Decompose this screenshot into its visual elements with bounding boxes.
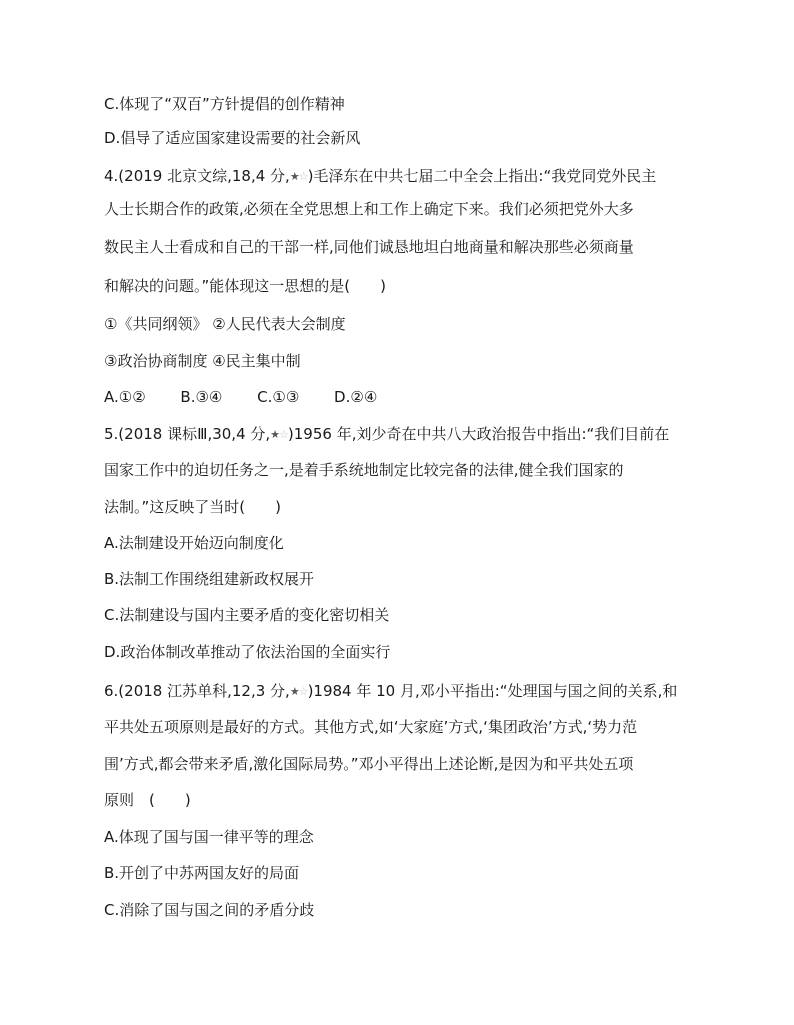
q4-source: 4.(2019 北京文综,18,4 分,	[104, 167, 290, 185]
q6-stem-line-1: 6.(2018 江苏单科,12,3 分,★☆)1984 年 10 月,邓小平指出:“处理国与国之间的关系,和	[104, 682, 678, 700]
difficulty-stars-icon: ★☆	[289, 170, 308, 183]
q6-option-c: C.消除了国与国之间的矛盾分歧	[104, 901, 315, 919]
q4-stem-line-4: 和解决的问题。”能体现这一思想的是( )	[104, 277, 386, 295]
q3-option-d: D.倡导了适应国家建设需要的社会新风	[104, 129, 361, 147]
q5-stem-line-3: 法制。”这反映了当时( )	[104, 498, 281, 516]
q6-stem-line-3: 围’方式,都会带来矛盾,激化国际局势。”邓小平得出上述论断,是因为和平共处五项	[104, 755, 634, 773]
difficulty-stars-icon: ★☆	[289, 685, 308, 698]
q5-option-d: D.政治体制改革推动了依法治国的全面实行	[104, 643, 391, 661]
q5-option-a: A.法制建设开始迈向制度化	[104, 534, 284, 552]
q4-stem-line-3: 数民主人士看成和自己的干部一样,同他们诚恳地坦白地商量和解决那些必须商量	[104, 238, 634, 256]
q5-option-c: C.法制建设与国内主要矛盾的变化密切相关	[104, 606, 390, 624]
difficulty-stars-icon: ★☆	[270, 428, 288, 441]
q4-choices: A.①② B.③④ C.①③ D.②④	[104, 388, 378, 406]
q4-stem-line-2: 人士长期合作的政策,必须在全党思想上和工作上确定下来。我们必须把党外大多	[104, 200, 634, 218]
q5-option-b: B.法制工作围绕组建新政权展开	[104, 570, 315, 588]
q6-option-b: B.开创了中苏两国友好的局面	[104, 864, 300, 882]
q5-stem-line-1: 5.(2018 课标Ⅲ,30,4 分,★☆)1956 年,刘少奇在中共八大政治报告中指出:“我们目前在	[104, 425, 670, 443]
q6-option-a: A.体现了国与国一律平等的理念	[104, 828, 314, 846]
q6-source: 6.(2018 江苏单科,12,3 分,	[104, 682, 290, 700]
q4-statements-2: ③政治协商制度 ④民主集中制	[104, 352, 301, 370]
q6-stem-line-4: 原则 ( )	[104, 791, 191, 809]
q3-option-c: C.体现了“双百”方针提倡的创作精神	[104, 95, 345, 113]
q4-statements-1: ①《共同纲领》 ②人民代表大会制度	[104, 315, 346, 333]
q5-stem-line-2: 国家工作中的迫切任务之一,是着手系统地制定比较完备的法律,健全我们国家的	[104, 461, 624, 479]
q6-stem-line-2: 平共处五项原则是最好的方式。其他方式,如‘大家庭’方式,‘集团政治’方式,‘势力范	[104, 718, 638, 736]
q4-stem-line-1: 4.(2019 北京文综,18,4 分,★☆)毛泽东在中共七届二中全会上指出:“我党同党外民主	[104, 167, 657, 185]
q5-source: 5.(2018 课标Ⅲ,30,4 分,	[104, 425, 271, 443]
